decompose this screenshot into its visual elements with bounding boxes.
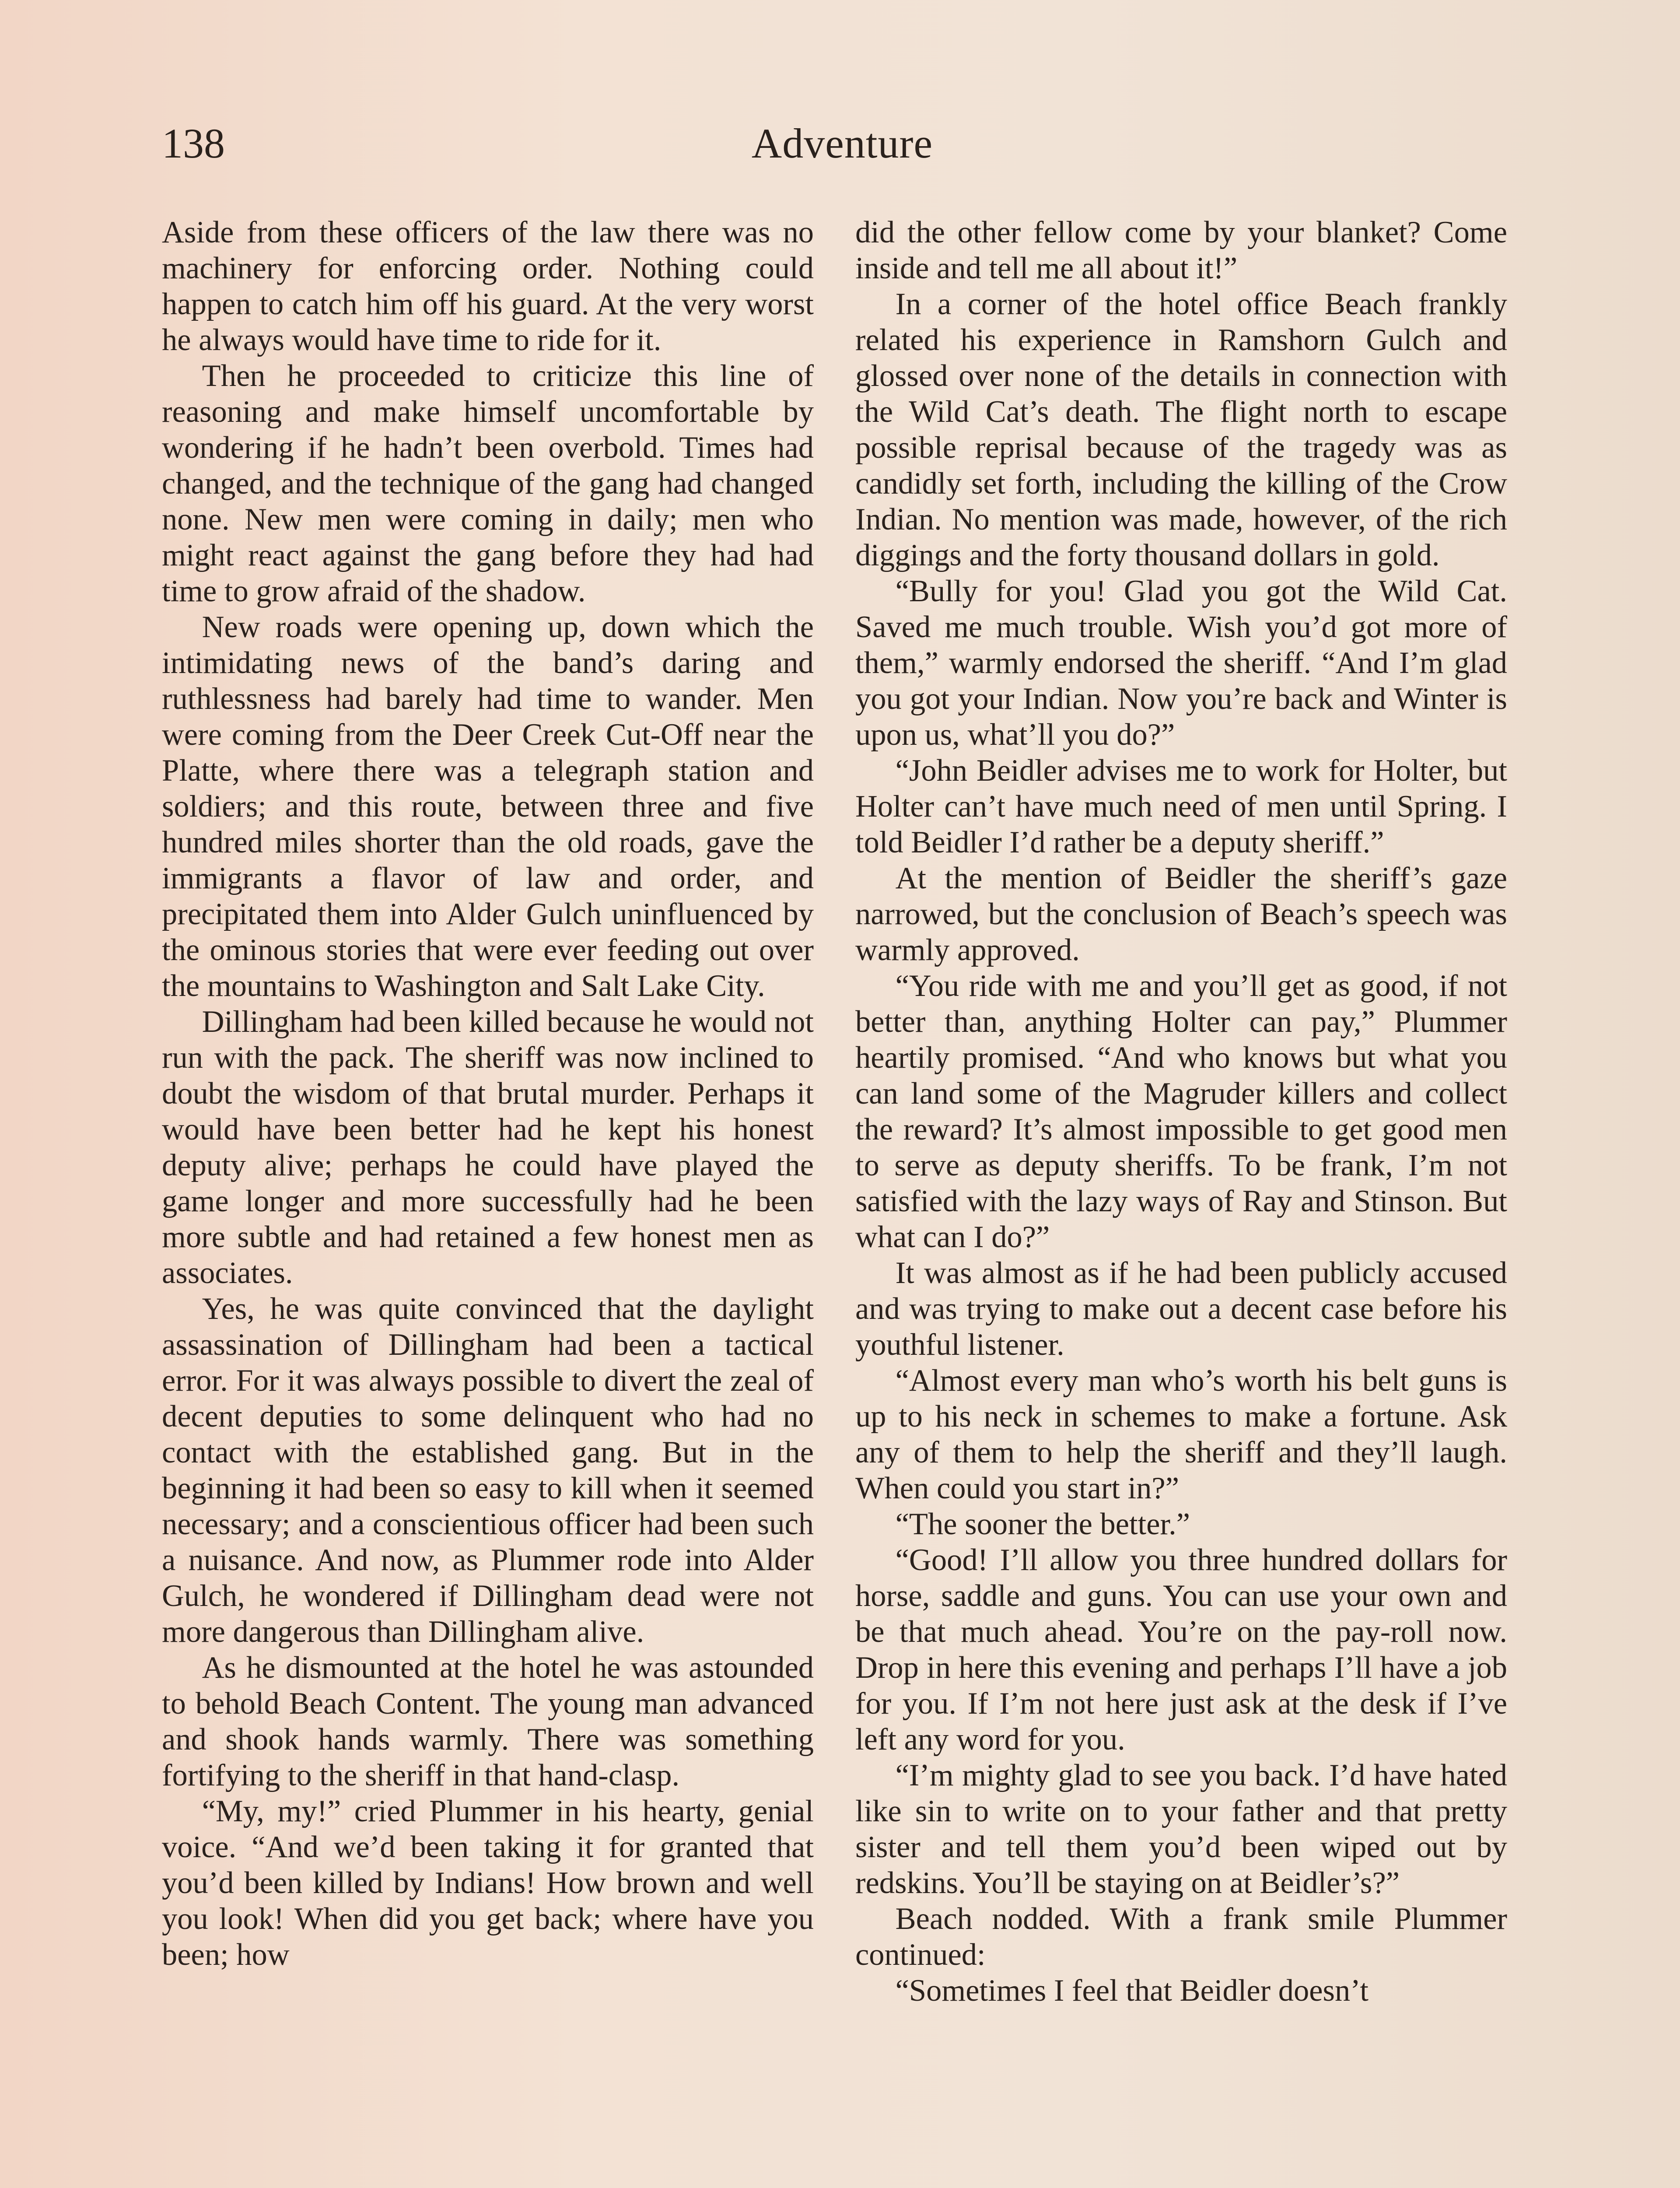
paragraph: “Good! I’ll allow you three hundred dollars for horse, saddle and guns. You can use your own and be that much ahead. You’re on the pay-roll now. Drop in here this evening and perhaps I’ll have a job for you. If I’m not here just ask at the desk if I’ve left any word for you. xyxy=(855,1543,1507,1757)
page-header xyxy=(162,120,1522,193)
left-column xyxy=(162,214,814,1973)
paragraph: “The sooner the better.” xyxy=(895,1507,1190,1541)
running-title: Adventure xyxy=(751,120,933,167)
paragraph: New roads were opening up, down which the intimidating news of the band’s daring and ruthlessness had barely had time to wander. Men were coming from the Deer Creek Cut-Off near the Platte, where there was a telegraph station and soldiers; and this route, between three and five hundred miles shorter than the old roads, gave the immigrants a flavor of law and order, and precipitated them into Alder Gulch uninfluenced by the ominous stories that were ever feeding out over the mountains to Washington and Salt Lake City. xyxy=(162,610,814,1003)
paragraph: “Almost every man who’s worth his belt guns is up to his neck in schemes to make a fortune. Ask any of them to help the sheriff and they’ll laugh. When could you start in?” xyxy=(855,1364,1507,1505)
paragraph: “I’m mighty glad to see you back. I’d have hated like sin to write on to your father and that pretty sister and tell them you’d been wiped out by redskins. You’ll be staying on at Beidler’s?” xyxy=(855,1758,1507,1900)
paragraph: did the other fellow come by your blanket? Come inside and tell me all about it!” xyxy=(855,215,1507,285)
paragraph: “My, my!” cried Plummer in his hearty, genial voice. “And we’d been taking it for granted that you’d been killed by Indians! How brown and well you look! When did you get back; where have you been; how xyxy=(162,1794,814,1972)
paragraph: “You ride with me and you’ll get as good, if not better than, anything Holter can pay,” Plummer heartily promised. “And who knows but what you can land some of the Magruder killers and collect the reward? It’s almost impossible to get good men to serve as deputy sheriffs. To be frank, I’m not satisfied with the lazy ways of Ray and Stinson. But what can I do?” xyxy=(855,969,1507,1254)
paragraph: “Sometimes I feel that Beidler doesn’t xyxy=(895,1974,1368,2008)
paragraph: Then he proceeded to criticize this line of reasoning and make himself uncomfortable by wondering if he hadn’t been overbold. Times had changed, and the technique of the gang had changed none. New men were coming in daily; men who might react against the gang before they had had time to grow afraid of the shadow. xyxy=(162,359,814,608)
paragraph: Aside from these officers of the law there was no machinery for enforcing order. Nothing could happen to catch him off his guard. At the very worst he always would have time to ride for it. xyxy=(162,215,814,357)
right-column xyxy=(855,214,1507,2009)
paragraph: Yes, he was quite convinced that the daylight assassination of Dillingham had been a tactical error. For it was always possible to divert the zeal of decent deputies to some delinquent who had no contact with the established gang. But in the beginning it had been so easy to kill when it seemed necessary; and a conscientious officer had been such a nuisance. And now, as Plummer rode into Alder Gulch, he wondered if Dillingham dead were not more dangerous than Dillingham alive. xyxy=(162,1292,814,1649)
paragraph: “John Beidler advises me to work for Holter, but Holter can’t have much need of men until Spring. I told Beidler I’d rather be a deputy sheriff.” xyxy=(855,754,1507,859)
paragraph: In a corner of the hotel office Beach frankly related his experience in Ramshorn Gulch and glossed over none of the details in connection with the Wild Cat’s death. The flight north to escape possible reprisal because of the tragedy was as candidly set forth, including the killing of the Crow Indian. No mention was made, however, of the rich diggings and the forty thousand dollars in gold. xyxy=(855,287,1507,572)
paragraph: It was almost as if he had been publicly accused and was trying to make out a decent case before his youthful listener. xyxy=(855,1256,1507,1362)
paragraph: Beach nodded. With a frank smile Plummer continued: xyxy=(855,1902,1507,1972)
paragraph: “Bully for you! Glad you got the Wild Cat. Saved me much trouble. Wish you’d got more of them,” warmly endorsed the sheriff. “And I’m glad you got your Indian. Now you’re back and Winter is upon us, what’ll you do?” xyxy=(855,574,1507,752)
paragraph: As he dismounted at the hotel he was astounded to behold Beach Content. The young man advanced and shook hands warmly. There was something fortifying to the sheriff in that hand-clasp. xyxy=(162,1651,814,1792)
paragraph: At the mention of Beidler the sheriff’s gaze narrowed, but the conclusion of Beach’s speech was warmly approved. xyxy=(855,861,1507,967)
paragraph: Dillingham had been killed because he would not run with the pack. The sheriff was now inclined to doubt the wisdom of that brutal murder. Perhaps it would have been better had he kept his honest deputy alive; perhaps he could have played the game longer and more successfully had he been more subtle and had retained a few honest men as associates. xyxy=(162,1005,814,1290)
page-number: 138 xyxy=(162,120,225,167)
